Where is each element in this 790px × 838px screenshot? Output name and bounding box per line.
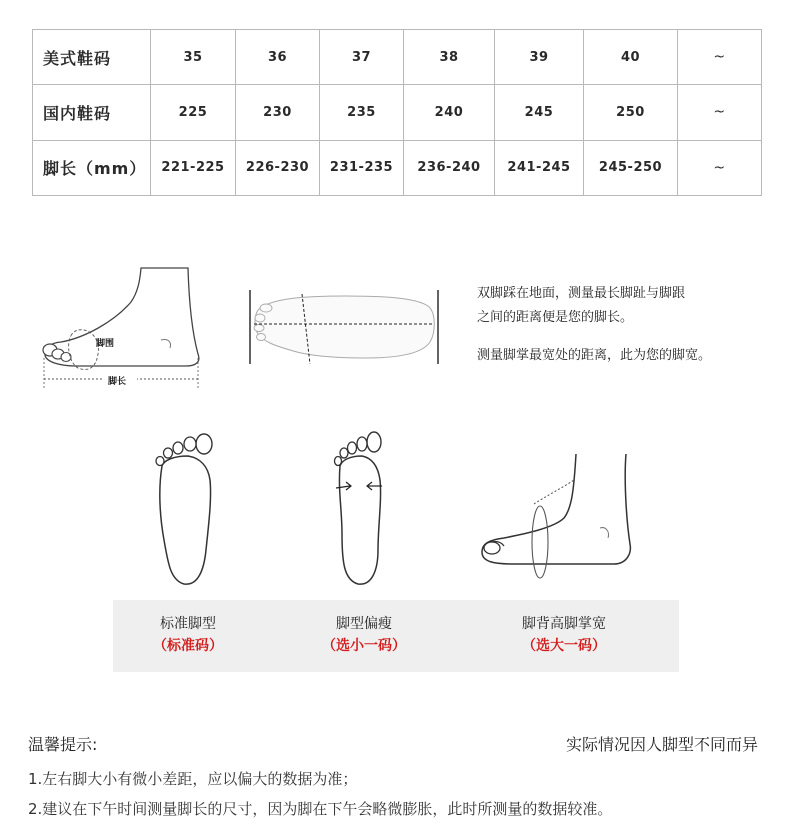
high-instep-wide-foot-illustration — [474, 448, 636, 580]
cn-size-cell: 240 — [404, 85, 495, 140]
row-label-cn-size: 国内鞋码 — [33, 85, 151, 140]
foot-length-cell: 236-240 — [404, 140, 495, 195]
foot-side-view-illustration — [36, 262, 206, 394]
measure-notes — [477, 282, 777, 368]
foot-type-slim — [284, 614, 444, 658]
us-size-row — [33, 30, 762, 85]
foot-type-name: 标准脚型 — [160, 616, 216, 632]
foot-length-cell: 245-250 — [584, 140, 678, 195]
row-label-foot-length: 脚长（mm） — [33, 140, 151, 195]
foot-length-cell: 221-225 — [151, 140, 236, 195]
foot-type-standard — [108, 614, 268, 658]
us-size-cell: 35 — [151, 30, 236, 85]
foot-length-cell: ~ — [678, 140, 762, 195]
footprint-top-view-illustration — [246, 288, 442, 368]
foot-type-high-instep — [484, 614, 644, 658]
size-table — [32, 29, 762, 196]
cn-size-cell: 250 — [584, 85, 678, 140]
tip-item: 1.左右脚大小有微小差距，应以偏大的数据为准； — [28, 770, 358, 788]
foot-type-name: 脚背高脚掌宽 — [522, 616, 606, 632]
foot-length-cell: 231-235 — [320, 140, 404, 195]
cn-size-cell: 230 — [236, 85, 320, 140]
foot-length-cell: 241-245 — [495, 140, 584, 195]
us-size-cell: 40 — [584, 30, 678, 85]
us-size-cell: 38 — [404, 30, 495, 85]
foot-length-label: 脚长 — [108, 377, 127, 387]
tips-title: 温馨提示: — [28, 735, 98, 754]
cn-size-cell: 235 — [320, 85, 404, 140]
length-note-line-2: 之间的距离便是您的脚长。 — [477, 310, 634, 325]
row-label-us-size: 美式鞋码 — [33, 30, 151, 85]
tips-right-note: 实际情况因人脚型不同而异 — [565, 735, 758, 754]
us-size-cell: ~ — [678, 30, 762, 85]
size-recommendation: （选小一码） — [322, 638, 406, 654]
us-size-cell: 36 — [236, 30, 320, 85]
slim-foot-illustration — [326, 430, 392, 590]
size-recommendation: （选大一码） — [522, 638, 606, 654]
us-size-cell: 39 — [495, 30, 584, 85]
cn-size-row — [33, 85, 762, 140]
width-note: 测量脚掌最宽处的距离，此为您的脚宽。 — [477, 348, 712, 363]
foot-type-name: 脚型偏瘦 — [336, 616, 392, 632]
size-recommendation: （标准码） — [153, 638, 223, 654]
foot-type-caption-band — [113, 600, 679, 672]
foot-length-cell: 226-230 — [236, 140, 320, 195]
us-size-cell: 37 — [320, 30, 404, 85]
length-note-line-1: 双脚踩在地面，测量最长脚趾与脚跟 — [477, 286, 686, 301]
tip-item: 2.建议在下午时间测量脚长的尺寸，因为脚在下午会略微膨胀，此时所测量的数据较准。 — [28, 800, 613, 818]
cn-size-cell: 225 — [151, 85, 236, 140]
standard-foot-illustration — [148, 430, 220, 590]
cn-size-cell: ~ — [678, 85, 762, 140]
foot-circumference-label: 脚围 — [96, 339, 115, 349]
foot-length-row — [33, 140, 762, 195]
cn-size-cell: 245 — [495, 85, 584, 140]
